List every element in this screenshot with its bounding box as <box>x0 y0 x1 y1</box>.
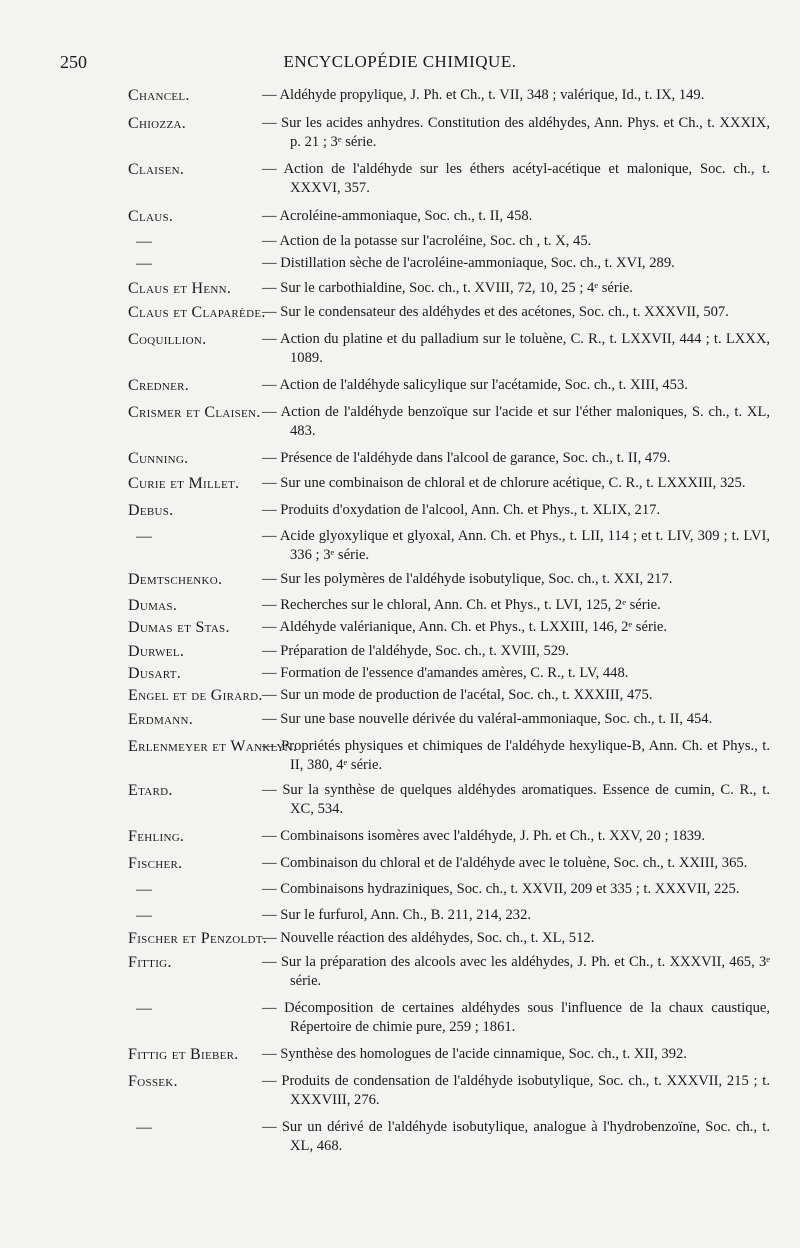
entry-reference: — Sur les acides anhydres. Constitution des aldéhydes, Ann. Phys. et Ch., t. XXXIX, p. 21 ; 3ᵉ série. <box>262 114 770 152</box>
entry-reference: — Sur une base nouvelle dérivée du valéral-ammoniaque, Soc. ch., t. II, 454. <box>262 710 770 729</box>
bibliography-entry <box>0 664 800 683</box>
entry-reference: — Action de l'aldéhyde benzoïque sur l'acide et sur l'éther maloniques, S. ch., t. XL, 483. <box>262 403 770 441</box>
entry-author: Erdmann. <box>128 711 194 728</box>
entry-reference: — Distillation sèche de l'acroléine-ammoniaque, Soc. ch., t. XVI, 289. <box>262 254 770 273</box>
ditto-mark: — <box>136 907 153 924</box>
entry-author: Durwel. <box>128 643 185 660</box>
entry-reference: — Recherches sur le chloral, Ann. Ch. et Phys., t. LVI, 125, 2ᵉ série. <box>262 596 770 615</box>
entry-author: Curie et Millet. <box>128 475 240 492</box>
entry-author: Demtschenko. <box>128 571 223 588</box>
entry-reference: — Sur le furfurol, Ann. Ch., B. 211, 214, 232. <box>262 906 770 925</box>
bibliography-list <box>0 86 800 1161</box>
ditto-mark: — <box>136 528 153 545</box>
entry-reference: — Combinaison du chloral et de l'aldéhyde avec le toluène, Soc. ch., t. XXIII, 365. <box>262 854 770 873</box>
entry-reference: — Action de la potasse sur l'acroléine, Soc. ch , t. X, 45. <box>262 232 770 251</box>
entry-reference: — Combinaisons isomères avec l'aldéhyde, J. Ph. et Ch., t. XXV, 20 ; 1839. <box>262 827 770 846</box>
entry-reference: — Préparation de l'aldéhyde, Soc. ch., t. XVIII, 529. <box>262 642 770 661</box>
entry-reference: — Sur un dérivé de l'aldéhyde isobutylique, analogue à l'hydrobenzoïne, Soc. ch., t. XL, 468. <box>262 1118 770 1156</box>
entry-author: Chiozza. <box>128 115 187 132</box>
bibliography-entry <box>0 781 800 819</box>
bibliography-entry <box>0 618 800 637</box>
entry-reference: — Combinaisons hydraziniques, Soc. ch., t. XXVII, 209 et 335 ; t. XXXVII, 225. <box>262 880 770 899</box>
entry-reference: — Action de l'aldéhyde salicylique sur l'acétamide, Soc. ch., t. XIII, 453. <box>262 376 770 395</box>
bibliography-entry <box>0 114 800 152</box>
page-number: 250 <box>60 52 87 72</box>
entry-author: Debus. <box>128 502 174 519</box>
entry-author: Claus et Henn. <box>128 280 232 297</box>
entry-author: Chancel. <box>128 87 190 104</box>
entry-reference: — Nouvelle réaction des aldéhydes, Soc. ch., t. XL, 512. <box>262 929 770 948</box>
entry-reference: — Acroléine-ammoniaque, Soc. ch., t. II, 458. <box>262 207 770 226</box>
entry-author: Cunning. <box>128 450 189 467</box>
bibliography-entry <box>0 232 800 251</box>
bibliography-entry <box>0 86 800 105</box>
bibliography-entry <box>0 449 800 468</box>
entry-reference: — Décomposition de certaines aldéhydes sous l'influence de la chaux caustique, Répertoire de chimie pure, 259 ; 1861. <box>262 999 770 1037</box>
bibliography-entry <box>0 686 800 705</box>
entry-author: Fischer et Penzoldt. <box>128 930 268 947</box>
entry-author: Etard. <box>128 782 173 799</box>
bibliography-entry <box>0 376 800 395</box>
bibliography-entry <box>0 570 800 589</box>
bibliography-entry <box>0 854 800 873</box>
ditto-mark: — <box>136 1000 153 1017</box>
entry-reference: — Action du platine et du palladium sur le toluène, C. R., t. LXXVII, 444 ; t. LXXX, 1089. <box>262 330 770 368</box>
bibliography-entry <box>0 279 800 298</box>
entry-reference: — Formation de l'essence d'amandes amères, C. R., t. LV, 448. <box>262 664 770 683</box>
entry-reference: — Aldéhyde propylique, J. Ph. et Ch., t. VII, 348 ; valérique, Id., t. IX, 149. <box>262 86 770 105</box>
ditto-mark: — <box>136 881 153 898</box>
entry-reference: — Action de l'aldéhyde sur les éthers acétyl-acétique et malonique, Soc. ch., t. XXXVI, 357. <box>262 160 770 198</box>
entry-author: Fischer. <box>128 855 183 872</box>
bibliography-entry <box>0 1118 800 1156</box>
bibliography-entry <box>0 254 800 273</box>
bibliography-entry <box>0 880 800 899</box>
bibliography-entry <box>0 929 800 948</box>
entry-reference: — Sur un mode de production de l'acétal, Soc. ch., t. XXXIII, 475. <box>262 686 770 705</box>
bibliography-entry <box>0 527 800 565</box>
bibliography-entry <box>0 953 800 991</box>
entry-reference: — Sur la préparation des alcools avec les aldéhydes, J. Ph. et Ch., t. XXXVII, 465, 3ᵉ série. <box>262 953 770 991</box>
bibliography-entry <box>0 207 800 226</box>
entry-reference: — Sur le carbothialdine, Soc. ch., t. XVIII, 72, 10, 25 ; 4ᵉ série. <box>262 279 770 298</box>
bibliography-entry <box>0 160 800 198</box>
entry-author: Engel et de Girard. <box>128 687 263 704</box>
entry-reference: — Sur la synthèse de quelques aldéhydes aromatiques. Essence de cumin, C. R., t. XC, 534. <box>262 781 770 819</box>
bibliography-entry <box>0 474 800 493</box>
bibliography-entry <box>0 827 800 846</box>
bibliography-entry <box>0 596 800 615</box>
entry-author: Claus. <box>128 208 174 225</box>
entry-author: Fittig. <box>128 954 172 971</box>
entry-reference: — Synthèse des homologues de l'acide cinnamique, Soc. ch., t. XII, 392. <box>262 1045 770 1064</box>
entry-reference: — Aldéhyde valérianique, Ann. Ch. et Phys., t. LXXIII, 146, 2ᵉ série. <box>262 618 770 637</box>
entry-reference: — Propriétés physiques et chimiques de l'aldéhyde hexylique-B, Ann. Ch. et Phys., t. II, 380, 4ᵉ série. <box>262 737 770 775</box>
entry-author: Credner. <box>128 377 190 394</box>
ditto-mark: — <box>136 233 153 250</box>
bibliography-entry <box>0 501 800 520</box>
entry-author: Coquillion. <box>128 331 207 348</box>
entry-reference: — Sur une combinaison de chloral et de chlorure acétique, C. R., t. LXXXIII, 325. <box>262 474 770 493</box>
entry-author: Erlenmeyer et Wanklyn. <box>128 738 298 755</box>
bibliography-entry <box>0 710 800 729</box>
entry-author: Fossek. <box>128 1073 178 1090</box>
bibliography-entry <box>0 330 800 368</box>
entry-author: Claisen. <box>128 161 185 178</box>
entry-reference: — Produits d'oxydation de l'alcool, Ann. Ch. et Phys., t. XLIX, 217. <box>262 501 770 520</box>
entry-author: Dumas et Stas. <box>128 619 230 636</box>
entry-reference: — Acide glyoxylique et glyoxal, Ann. Ch. et Phys., t. LII, 114 ; et t. LIV, 309 ; t. LVI, 336 ; 3ᵉ série. <box>262 527 770 565</box>
bibliography-entry <box>0 1045 800 1064</box>
running-title: ENCYCLOPÉDIE CHIMIQUE. <box>283 52 517 71</box>
bibliography-entry <box>0 303 800 322</box>
bibliography-entry <box>0 403 800 441</box>
bibliography-entry <box>0 1072 800 1110</box>
bibliography-entry <box>0 737 800 775</box>
entry-author: Dumas. <box>128 597 178 614</box>
entry-author: Dusart. <box>128 665 182 682</box>
entry-reference: — Présence de l'aldéhyde dans l'alcool de garance, Soc. ch., t. II, 479. <box>262 449 770 468</box>
entry-author: Crismer et Claisen. <box>128 404 261 421</box>
entry-author: Claus et Claparède. <box>128 304 266 321</box>
entry-reference: — Sur les polymères de l'aldéhyde isobutylique, Soc. ch., t. XXI, 217. <box>262 570 770 589</box>
bibliography-entry <box>0 999 800 1037</box>
page-header <box>60 52 740 78</box>
bibliography-entry <box>0 906 800 925</box>
ditto-mark: — <box>136 255 153 272</box>
entry-author: Fehling. <box>128 828 185 845</box>
ditto-mark: — <box>136 1119 153 1136</box>
entry-author: Fittig et Bieber. <box>128 1046 239 1063</box>
entry-reference: — Sur le condensateur des aldéhydes et des acétones, Soc. ch., t. XXXVII, 507. <box>262 303 770 322</box>
entry-reference: — Produits de condensation de l'aldéhyde isobutylique, Soc. ch., t. XXXVII, 215 ; t. XXXVIII, 276. <box>262 1072 770 1110</box>
bibliography-entry <box>0 642 800 661</box>
